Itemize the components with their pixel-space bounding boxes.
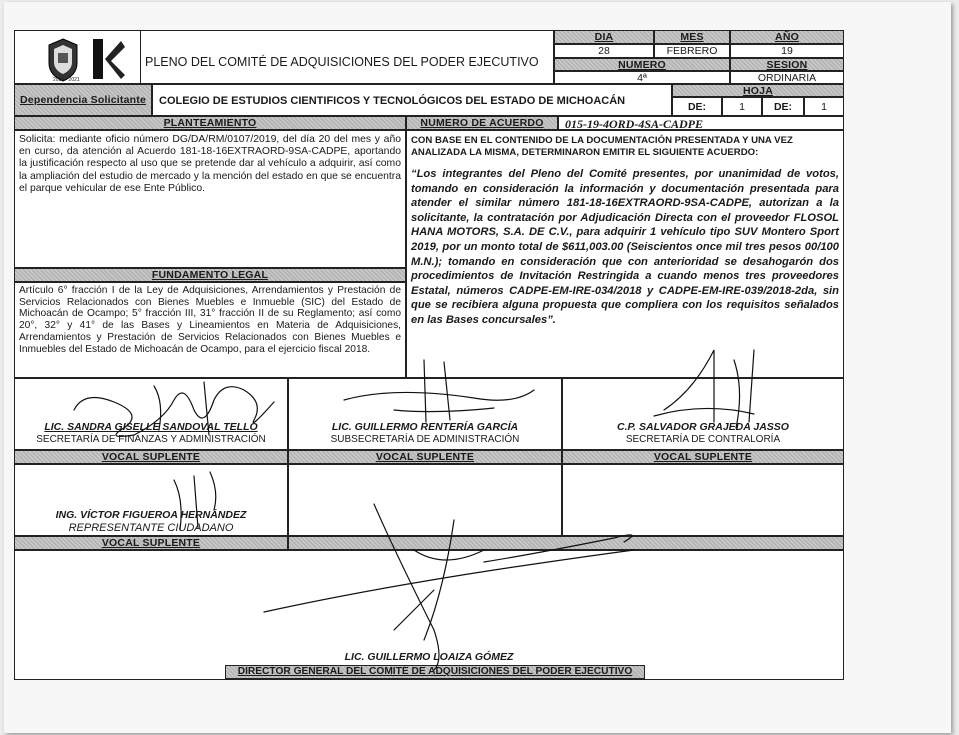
signature-name-administration: LIC. GUILLERMO RENTERÍA GARCÍA — [331, 421, 519, 433]
session-label: SESION — [730, 58, 844, 71]
fundamento-box — [14, 282, 406, 378]
year-label: AÑO — [730, 30, 844, 44]
signature-cell-finance — [14, 378, 288, 450]
sheet-de1-label: DE: — [672, 97, 722, 116]
signature-cell-citizen — [14, 464, 288, 536]
year-value: 19 — [730, 44, 844, 58]
director-section — [14, 550, 844, 680]
number-label: NUMERO — [554, 58, 730, 71]
sheet-de2-value: 1 — [804, 97, 844, 116]
sheet-de2-label: DE: — [762, 97, 804, 116]
agreement-intro: CON BASE EN EL CONTENIDO DE LA DOCUMENTACIÓN PRESENTADA Y UNA VEZ ANALIZADA LA MISMA, DETERMINARON EMITIR EL SIGUIENTE ACUERDO: — [411, 135, 793, 158]
logo-box — [14, 30, 140, 84]
vocal-suplente-shade-bar — [288, 536, 844, 550]
logo-caption: 2015 - 2021 — [53, 77, 80, 83]
signature-role-comptroller: SECRETARÍA DE CONTRALORÍA — [625, 434, 781, 445]
signature-cell-empty-2 — [562, 464, 844, 536]
document-page — [14, 30, 844, 680]
signature-role-citizen: REPRESENTANTE CIUDADANO — [68, 522, 234, 534]
dependency-box — [152, 84, 672, 116]
signature-role-administration: SUBSECRETARÍA DE ADMINISTRACIÓN — [330, 434, 520, 445]
planteamiento-label: PLANTEAMIENTO — [14, 116, 406, 130]
planteamiento-box — [14, 130, 406, 268]
day-value: 28 — [554, 44, 654, 58]
vocal-suplente-label-4: VOCAL SUPLENTE — [14, 536, 288, 550]
signature-name-citizen: ING. VÍCTOR FIGUEROA HERNÁNDEZ — [55, 509, 247, 521]
agreement-number-box — [558, 116, 844, 130]
signature-cell-empty-1 — [288, 464, 562, 536]
agreement-box — [406, 130, 844, 378]
month-value: FEBRERO — [654, 44, 730, 58]
vocal-suplente-label-3: VOCAL SUPLENTE — [562, 450, 844, 464]
signature-cell-administration — [288, 378, 562, 450]
planteamiento-text: Solicita: mediante oficio número DG/DA/RM/0107/2019, del día 20 del mes y año en curso, da atención al Acuerdo 181-18-16EXTRAORD-9SA-CADPE, aportando la justificación respecto al uso que se pretende dar al vehículo a adquirir, así como la ampliación del estudio de mercado y la mención del estado en que se encuentra el parque vehicular de ese Ente Público. — [19, 134, 401, 194]
number-value: 4ª — [554, 71, 730, 84]
agreement-text: “Los integrantes del Pleno del Comité presentes, por unanimidad de votos, tomando en consideración la información y documentación presentada para atender el similar número 181-18-16EXTRAORD-9SA-CADPE, autorizan a la solicitante, la contratación por Adjudicación Directa con el proveedor FLOSOL HANA MOTORS, S.A. DE C.V., para adquirir 1 vehículo tipo SUV Montero Sport 2019, por un monto total de $611,003.00 (Seiscientos once mil tres pesos 00/100 M.N.); tomando en consideración que con anterioridad se desahogarón dos procedimientos de Invitación Restringida a cuando menos tres proveedores Estatal, números CADPE-EM-IRE-034/2018 y CADPE-EM-IRE-039/2018-2da, sin que se recibiera alguna propuesta que compliera con los requisitos señalados en las Bases concursales”. — [411, 168, 839, 326]
day-label: DIA — [554, 30, 654, 44]
dependency-value: COLEGIO DE ESTUDIOS CIENTIFICOS Y TECNOLÓGICOS DEL ESTADO DE MICHOACÁN — [159, 95, 626, 107]
agreement-number: 015-19-4ORD-4SA-CADPE — [565, 117, 704, 130]
month-label: MES — [654, 30, 730, 44]
signature-name-comptroller: C.P. SALVADOR GRAJEDA JASSO — [617, 421, 789, 433]
session-value: ORDINARIA — [730, 71, 844, 84]
sheet-de1-value: 1 — [722, 97, 762, 116]
signature-name-director: LIC. GUILLERMO LOAIZA GÓMEZ — [344, 651, 514, 663]
agreement-number-label: NUMERO DE ACUERDO — [406, 116, 558, 130]
signature-cell-comptroller — [562, 378, 844, 450]
sheet-label: HOJA — [672, 84, 844, 97]
michoacan-k-logo — [91, 37, 127, 81]
committee-title-box — [140, 30, 554, 84]
committee-title: PLENO DEL COMITÉ DE ADQUISICIONES DEL PODER EJECUTIVO — [145, 55, 539, 69]
vocal-suplente-label-1: VOCAL SUPLENTE — [14, 450, 288, 464]
signature-role-finance: SECRETARÍA DE FINANZAS Y ADMINISTRACIÓN — [36, 434, 266, 445]
fundamento-text: Artículo 6° fracción I de la Ley de Adquisiciones, Arrendamientos y Prestación de Servicios Relacionados con Bienes Muebles e Inmueble (SIC) del Estado de Michoacán de Ocampo; 5° fracción III, 31° fracción II de su Reglamento; así como 20°, 32° y 41° de las Bases y Lineamientos en Materia de Adquisiciones, Arrendamientos y Prestación de Servicios Relacionados con Bienes Muebles e Inmuebles del Estado de Michoacán de Ocampo, para el ejercicio fiscal 2018. — [19, 285, 401, 355]
signature-name-finance: LIC. SANDRA GISELLE SANDOVAL TELLO — [44, 421, 258, 433]
fundamento-label: FUNDAMENTO LEGAL — [14, 268, 406, 282]
dependency-label: Dependencia Solicitante — [14, 84, 152, 116]
vocal-suplente-label-2: VOCAL SUPLENTE — [288, 450, 562, 464]
signature-role-director-box — [225, 665, 645, 679]
signature-role-director: DIRECTOR GENERAL DEL COMITÉ DE ADQUISICIONES DEL PODER EJECUTIVO — [237, 666, 633, 677]
